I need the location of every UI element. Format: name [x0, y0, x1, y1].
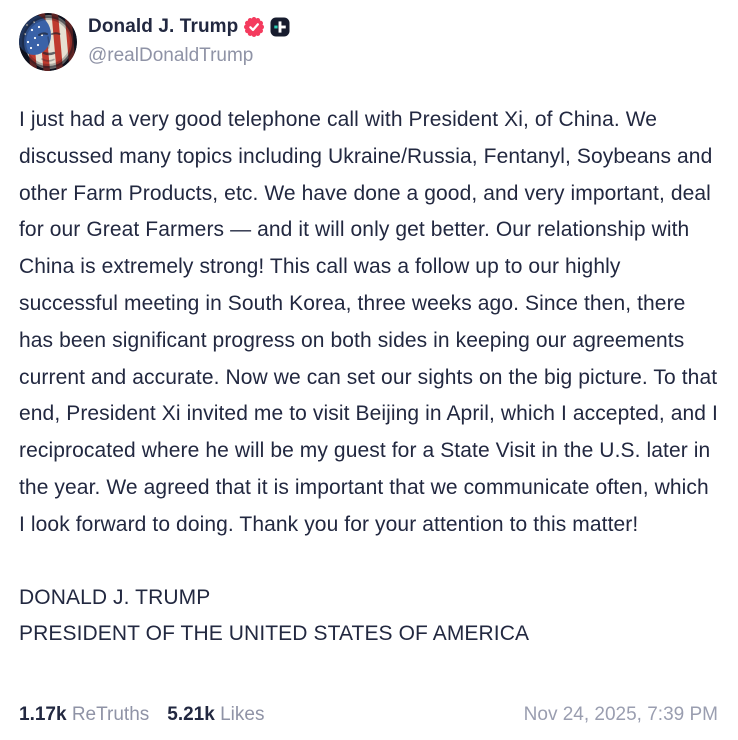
likes-count: 5.21k [167, 704, 215, 725]
post-footer [19, 704, 718, 728]
post-signature [19, 580, 718, 654]
verified-badge-icon [244, 17, 264, 37]
identity-block [88, 13, 290, 67]
likes-stat[interactable] [167, 704, 264, 726]
timestamp: Nov 24, 2025, 7:39 PM [523, 704, 718, 725]
likes-label: Likes [220, 704, 265, 725]
signature-title: PRESIDENT OF THE UNITED STATES OF AMERICA [19, 622, 530, 646]
avatar-flag-face-image [19, 13, 77, 71]
post-header [19, 13, 718, 71]
plus-badge-icon [270, 17, 290, 37]
retruths-stat[interactable] [19, 704, 149, 726]
post-body: I just had a very good telephone call with President Xi, of China. We discussed many topics including Ukraine/Russia, Fentanyl, Soybeans and other Farm Products, etc. We have done a good, and very important, deal for our Great Farmers — and it will only get better. Our relationship with China is extremely strong! This call was a follow up to our highly successful meeting in South Korea, three weeks ago. Since then, there has been significant progress on both sides in keeping our agreements current and accurate. Now we can set our sights on the big picture. To that end, President Xi invited me to visit Beijing in April, which I accepted, and I reciprocated where he will be my guest for a State Visit in the U.S. later in the year. We agreed that it is important that we communicate often, which I look forward to doing. Thank you for your attention to this matter! [19, 108, 724, 536]
engagement-stats [19, 704, 264, 726]
name-row [88, 16, 290, 38]
retruths-count: 1.17k [19, 704, 67, 725]
display-name[interactable]: Donald J. Trump [88, 16, 239, 37]
signature-name: DONALD J. TRUMP [19, 585, 211, 609]
user-handle[interactable]: @realDonaldTrump [88, 45, 254, 66]
avatar[interactable] [19, 13, 77, 71]
retruths-label: ReTruths [71, 704, 150, 725]
